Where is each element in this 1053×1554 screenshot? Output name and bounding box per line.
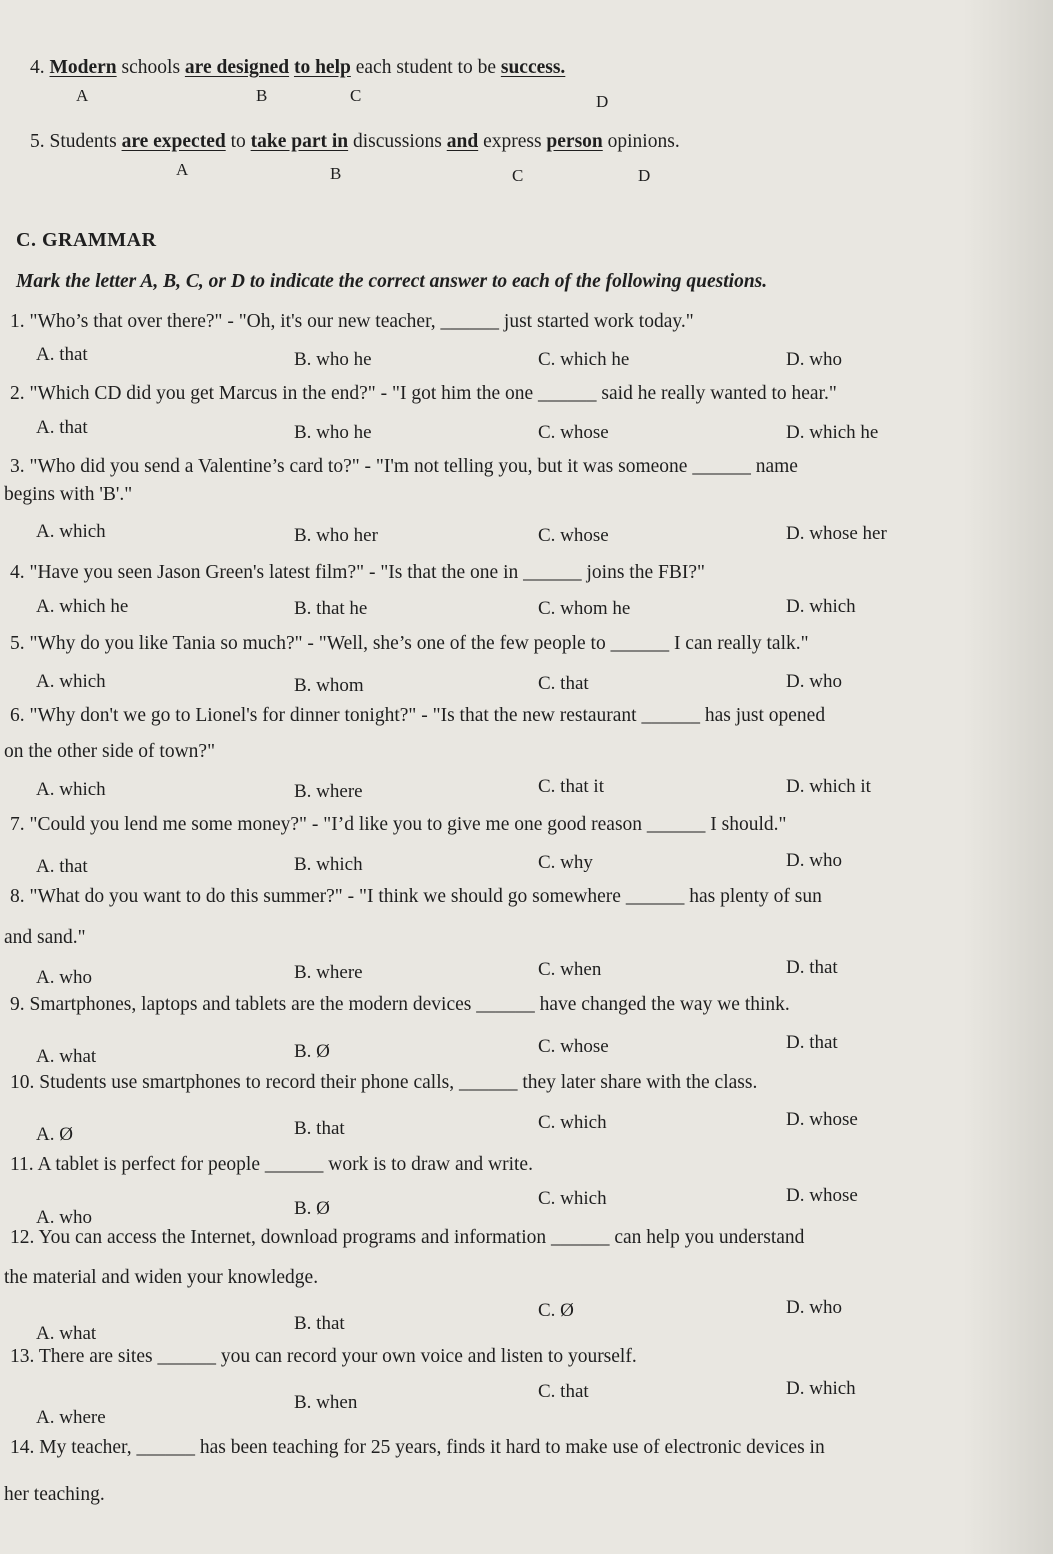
answer-option-c[interactable]: C. why — [538, 852, 593, 873]
answer-option-d[interactable]: D. which it — [786, 776, 871, 797]
question-stem: 8. "What do you want to do this summer?" - "I think we should go somewhere ______ has plenty of sun — [10, 886, 822, 907]
sentence-text: opinions. — [602, 131, 680, 152]
underlined-part: person — [546, 131, 603, 152]
question-stem-continued: the material and widen your knowledge. — [4, 1267, 319, 1288]
answer-option-c[interactable]: C. whom he — [538, 598, 631, 619]
answer-option-c[interactable]: C. that — [538, 673, 589, 694]
underlined-part: Modern — [49, 57, 117, 78]
answer-option-c[interactable]: C. which — [538, 1188, 607, 1209]
question-stem-continued: and sand." — [4, 927, 86, 948]
underlined-part: are expected — [121, 131, 226, 152]
answer-option-b[interactable]: B. Ø — [294, 1198, 330, 1219]
underlined-part: to help — [293, 57, 351, 78]
answer-option-a[interactable]: A. Ø — [36, 1124, 73, 1145]
question-stem: 12. You can access the Internet, download programs and information ______ can help you understand — [10, 1227, 805, 1248]
label-c: C — [350, 86, 362, 105]
answer-option-d[interactable]: D. whose — [786, 1109, 858, 1130]
answer-option-c[interactable]: C. Ø — [538, 1300, 574, 1321]
answer-option-a[interactable]: A. which — [36, 671, 106, 692]
question-stem: 9. Smartphones, laptops and tablets are the modern devices ______ have changed the way we think. — [10, 994, 790, 1015]
underlined-part: and — [446, 131, 479, 152]
answer-option-c[interactable]: C. which he — [538, 349, 630, 370]
answer-option-c[interactable]: C. which — [538, 1112, 607, 1133]
question-stem: 4. "Have you seen Jason Green's latest film?" - "Is that the one in ______ joins the FBI?" — [10, 562, 705, 583]
answer-option-b[interactable]: B. that he — [294, 598, 368, 619]
answer-option-b[interactable]: B. who her — [294, 525, 378, 546]
answer-option-b[interactable]: B. when — [294, 1392, 358, 1413]
sentence-text: express — [478, 131, 547, 152]
question-stem-continued: begins with 'B'." — [4, 484, 133, 505]
answer-option-a[interactable]: A. what — [36, 1046, 97, 1067]
photo-edge-shadow — [963, 0, 1053, 1554]
section-title: C. GRAMMAR — [16, 229, 157, 251]
error-question-4 — [30, 56, 565, 80]
answer-option-a[interactable]: A. which he — [36, 596, 129, 617]
error-question-5 — [30, 130, 680, 154]
sentence-text: to — [225, 131, 251, 152]
underlined-part: success. — [500, 57, 566, 78]
answer-option-a[interactable]: A. that — [36, 417, 88, 438]
sentence-text: discussions — [348, 131, 447, 152]
section-instruction: Mark the letter A, B, C, or D to indicate the correct answer to each of the following questions. — [16, 271, 768, 292]
answer-option-a[interactable]: A. where — [36, 1407, 106, 1428]
answer-option-d[interactable]: D. whose — [786, 1185, 858, 1206]
answer-option-b[interactable]: B. where — [294, 962, 363, 983]
question-stem: 10. Students use smartphones to record their phone calls, ______ they later share with the class. — [10, 1072, 758, 1093]
answer-option-b[interactable]: B. which — [294, 854, 363, 875]
answer-option-a[interactable]: A. that — [36, 856, 88, 877]
label-a: A — [176, 160, 189, 179]
underlined-part: are designed — [184, 57, 290, 78]
question-stem: 2. "Which CD did you get Marcus in the end?" - "I got him the one ______ said he really wanted to hear." — [10, 383, 837, 404]
answer-option-b[interactable]: B. that — [294, 1313, 345, 1334]
label-d: D — [596, 92, 609, 111]
question-stem: 7. "Could you lend me some money?" - "I’d like you to give me one good reason ______ I should." — [10, 814, 787, 835]
label-c: C — [512, 166, 524, 185]
answer-option-d[interactable]: D. which — [786, 596, 856, 617]
answer-option-d[interactable]: D. whose her — [786, 523, 887, 544]
underlined-part: take part in — [250, 131, 349, 152]
answer-option-d[interactable]: D. that — [786, 957, 838, 978]
label-b: B — [330, 164, 342, 183]
answer-option-a[interactable]: A. what — [36, 1323, 97, 1344]
answer-option-c[interactable]: C. whose — [538, 422, 609, 443]
question-stem: 14. My teacher, ______ has been teaching for 25 years, finds it hard to make use of electronic devices in — [10, 1437, 825, 1458]
sentence-text: each student to be — [350, 57, 501, 78]
answer-option-c[interactable]: C. that — [538, 1381, 589, 1402]
answer-option-a[interactable]: A. which — [36, 779, 106, 800]
sentence-text: schools — [116, 57, 185, 78]
answer-option-b[interactable]: B. where — [294, 781, 363, 802]
answer-option-d[interactable]: D. who — [786, 1297, 842, 1318]
answer-option-d[interactable]: D. who — [786, 349, 842, 370]
answer-option-d[interactable]: D. which — [786, 1378, 856, 1399]
answer-option-c[interactable]: C. that it — [538, 776, 604, 797]
answer-option-c[interactable]: C. whose — [538, 525, 609, 546]
question-stem: 3. "Who did you send a Valentine’s card to?" - "I'm not telling you, but it was someone ______ name — [10, 456, 798, 477]
label-b: B — [256, 86, 268, 105]
answer-option-b[interactable]: B. who he — [294, 349, 372, 370]
answer-option-d[interactable]: D. which he — [786, 422, 879, 443]
answer-option-b[interactable]: B. who he — [294, 422, 372, 443]
answer-option-a[interactable]: A. who — [36, 1207, 92, 1228]
answer-option-b[interactable]: B. whom — [294, 675, 364, 696]
answer-option-d[interactable]: D. who — [786, 850, 842, 871]
sentence-text: Students — [49, 131, 122, 152]
answer-option-d[interactable]: D. that — [786, 1032, 838, 1053]
question-stem: 13. There are sites ______ you can record your own voice and listen to yourself. — [10, 1346, 637, 1367]
question-stem-continued: her teaching. — [4, 1484, 105, 1505]
answer-option-c[interactable]: C. when — [538, 959, 602, 980]
answer-option-b[interactable]: B. Ø — [294, 1041, 330, 1062]
answer-option-a[interactable]: A. which — [36, 521, 106, 542]
answer-option-a[interactable]: A. that — [36, 344, 88, 365]
answer-option-a[interactable]: A. who — [36, 967, 92, 988]
question-stem: 5. "Why do you like Tania so much?" - "Well, she’s one of the few people to ______ I can really talk." — [10, 633, 809, 654]
question-number: 4. — [30, 57, 50, 78]
question-stem: 11. A tablet is perfect for people ______ work is to draw and write. — [10, 1154, 533, 1175]
label-a: A — [76, 86, 89, 105]
label-d: D — [638, 166, 651, 185]
answer-option-d[interactable]: D. who — [786, 671, 842, 692]
question-stem-continued: on the other side of town?" — [4, 741, 216, 762]
question-number: 5. — [30, 131, 50, 152]
answer-option-c[interactable]: C. whose — [538, 1036, 609, 1057]
question-stem: 1. "Who’s that over there?" - "Oh, it's our new teacher, ______ just started work today." — [10, 311, 694, 332]
answer-option-b[interactable]: B. that — [294, 1118, 345, 1139]
question-stem: 6. "Why don't we go to Lionel's for dinner tonight?" - "Is that the new restaurant ______ has just opened — [10, 705, 826, 726]
